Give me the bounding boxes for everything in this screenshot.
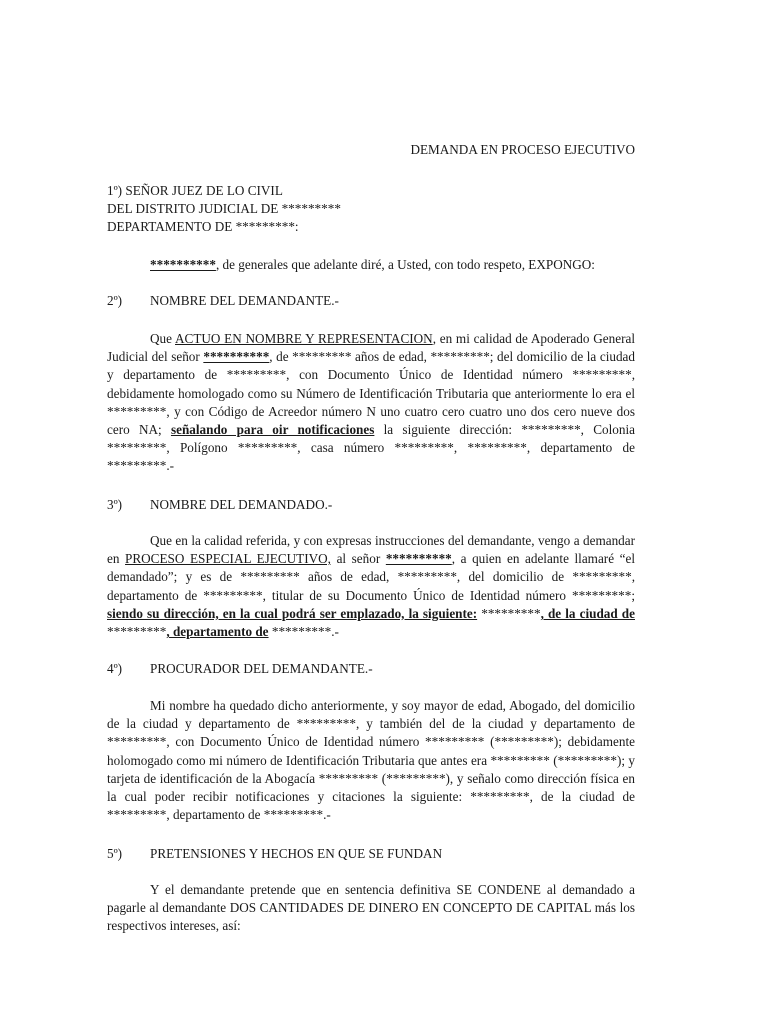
section-number: 5º) xyxy=(107,846,123,861)
section-4-body: Mi nombre ha quedado dicho anteriormente, y soy mayor de edad, Abogado, del domicilio de la ciudad y departamento de *********, y también del de la ciudad y departamento de *********, con Documento Único de Identidad número ********* (*********); debidamente holomogado como mi número de Identificación Tributaria que antes era ********* (*********); y tarjeta de identificación de la Abogacía ********* (*********), y señalo como dirección física en la cual poder recibir notificaciones y citaciones la siguiente: *********, de la ciudad de *********, departamento de *********.- xyxy=(107,698,635,823)
section-number: 3º) xyxy=(107,497,123,512)
document-title: DEMANDA EN PROCESO EJECUTIVO xyxy=(410,142,635,158)
intro-paragraph: **********, de generales que adelante diré, a Usted, con todo respeto, EXPONGO: xyxy=(150,257,595,272)
court-address xyxy=(107,182,635,237)
section-2-body: Que ACTUO EN NOMBRE Y REPRESENTACION, en mi calidad de Apoderado General Judicial del señor **********, de ********* años de edad, *********; del domicilio de la ciudad y departamento de *********, con Documento Único de Identidad número *********, debidamente homologado como su Número de Identificación Tributaria que anteriormente lo era el *********, y con Código de Acreedor número N uno cuatro cero cuatro uno dos cero nueve dos cero NA; señalando para oir notificaciones la siguiente dirección: *********, Colonia *********, Polígono *********, casa número *********, *********, departamento de *********.- xyxy=(107,331,635,474)
section-title: PROCURADOR DEL DEMANDANTE.- xyxy=(150,661,373,676)
section-4-heading xyxy=(107,660,635,678)
address-line-3: DEPARTAMENTO DE *********: xyxy=(107,219,299,235)
section-title: PRETENSIONES Y HECHOS EN QUE SE FUNDAN xyxy=(150,846,443,861)
section-5-heading xyxy=(107,845,635,863)
section-5-body: Y el demandante pretende que en sentencia definitiva SE CONDENE al demandado a pagarle al demandante DOS CANTIDADES DE DINERO EN CONCEPTO DE CAPITAL más los respectivos intereses, así: xyxy=(107,882,635,934)
section-3-heading xyxy=(107,496,635,514)
plaintiff-placeholder: ********** xyxy=(150,257,216,272)
section-number: 4º) xyxy=(107,661,123,676)
address-line-1: 1º) SEÑOR JUEZ DE LO CIVIL xyxy=(107,183,283,198)
address-line-2: DEL DISTRITO JUDICIAL DE ********* xyxy=(107,201,341,217)
section-3-body: Que en la calidad referida, y con expresas instrucciones del demandante, vengo a demandar en PROCESO ESPECIAL EJECUTIVO, al señor **********, a quien en adelante llamaré “el demandado”; y es de ********* años de edad, *********, del domicilio de *********, departamento de *********, titular de su Documento Único de Identidad número *********; siendo su dirección, en la cual podrá ser emplazado, la siguiente: *********, de la ciudad de *********, departamento de *********.- xyxy=(107,533,635,640)
section-2-heading xyxy=(107,292,635,310)
section-title: NOMBRE DEL DEMANDADO.- xyxy=(150,497,333,512)
section-number: 2º) xyxy=(107,293,123,308)
section-title: NOMBRE DEL DEMANDANTE.- xyxy=(150,293,339,308)
